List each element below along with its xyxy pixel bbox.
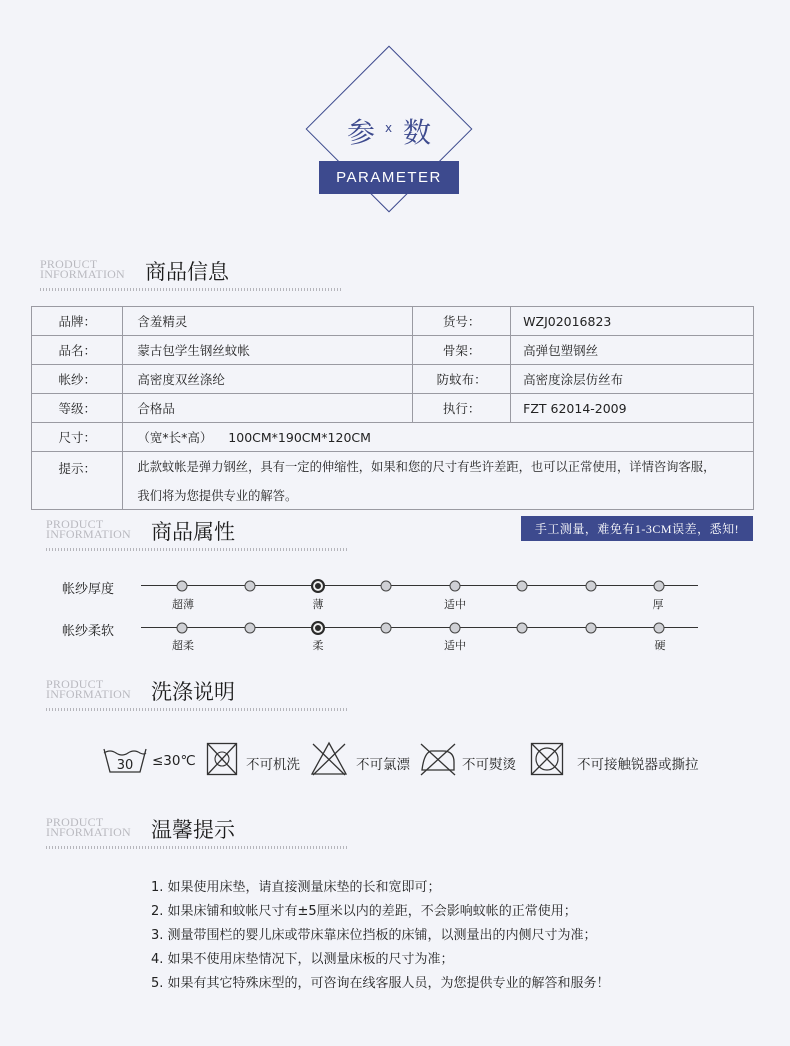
scale-dot: [450, 580, 461, 591]
section-watermark: PRODUCT INFORMATION: [46, 815, 131, 839]
table-key: 品牌：: [32, 307, 123, 336]
wash-no-bleach-label: 不可氯漂: [356, 757, 410, 773]
table-key: 帐纱：: [32, 365, 123, 394]
section-divider: [46, 708, 348, 711]
table-row: [32, 481, 754, 510]
header-char-left: 参: [347, 116, 376, 149]
list-item: 5. 如果有其它特殊床型的，可咨询在线客服人员，为您提供专业的解答和服务！: [151, 976, 610, 991]
table-key: 品名：: [32, 336, 123, 365]
scale-dot: [381, 580, 392, 591]
list-item: 3. 测量带围栏的婴儿床或带床靠床位挡板的床铺，以测量出的内侧尺寸为准；: [151, 928, 597, 943]
no-machine-wash-icon: [206, 742, 238, 776]
measurement-note-badge: 手工测量，难免有1-3CM误差，悉知!: [521, 516, 753, 541]
table-value: 蒙古包学生钢丝蚊帐: [123, 336, 413, 365]
scale-tick-label: 硬: [654, 639, 666, 652]
list-item: 4. 如果不使用床垫情况下，以测量床板的尺寸为准；: [151, 952, 454, 967]
scale-dot: [586, 580, 597, 591]
scale-dot: [450, 622, 461, 633]
scale-dot-selected: [311, 621, 325, 635]
attr-label-softness: 帐纱柔软: [62, 624, 115, 639]
header-separator: x: [385, 121, 393, 135]
table-row: [32, 336, 754, 365]
table-row: [32, 307, 754, 336]
scale-tick-label: 柔: [312, 639, 324, 652]
scale-dot: [245, 622, 256, 633]
scale-dot: [381, 622, 392, 633]
scale-dot: [245, 580, 256, 591]
table-tip-line: 我们将为您提供专业的解答。: [123, 481, 754, 510]
table-row: [32, 394, 754, 423]
attr-label-thickness: 帐纱厚度: [62, 582, 115, 597]
scale-tick-label: 厚: [652, 598, 664, 611]
table-key: 骨架：: [413, 336, 511, 365]
scale-tick-label: 超柔: [172, 639, 194, 652]
scale-tick-label: 超薄: [172, 598, 194, 611]
wash-temp-label: ≤30℃: [152, 753, 196, 769]
section-divider: [40, 288, 342, 291]
list-item: 1. 如果使用床垫，请直接测量床垫的长和宽即可；: [151, 880, 441, 895]
wash-tub-icon: [102, 743, 148, 775]
table-value: FZT 62014-2009: [511, 394, 754, 423]
table-value: 高密度双丝涤纶: [123, 365, 413, 394]
scale-dot: [177, 580, 188, 591]
table-row: [32, 365, 754, 394]
table-key: 货号：: [413, 307, 511, 336]
header-char-right: 数: [403, 116, 432, 149]
no-bleach-icon: [310, 741, 348, 777]
no-sharp-objects-icon: [530, 742, 564, 776]
scale-tick-label: 适中: [444, 598, 466, 611]
section-title-info: 商品信息: [145, 260, 229, 284]
scale-dot: [654, 580, 665, 591]
table-key: 尺寸：: [32, 423, 123, 452]
section-divider: [46, 846, 348, 849]
table-value: 合格品: [123, 394, 413, 423]
table-key: 执行：: [413, 394, 511, 423]
section-title-tips: 温馨提示: [151, 818, 235, 842]
scale-dot: [517, 622, 528, 633]
tips-list: [151, 879, 610, 999]
no-iron-icon: [419, 741, 457, 777]
table-tip-line: 此款蚊帐是弹力钢丝，具有一定的伸缩性，如果和您的尺寸有些许差距，也可以正常使用，详情咨询客服，: [123, 452, 754, 481]
section-divider: [46, 548, 348, 551]
product-info-table: [31, 306, 754, 510]
section-watermark: PRODUCT INFORMATION: [46, 517, 131, 541]
scale-dot: [654, 622, 665, 633]
table-row: [32, 452, 754, 481]
scale-tick-label: 适中: [444, 639, 466, 652]
section-title-attributes: 商品属性: [151, 520, 235, 544]
table-value: 高弹包塑钢丝: [511, 336, 754, 365]
table-value: 含羞精灵: [123, 307, 413, 336]
section-title-wash: 洗涤说明: [151, 680, 235, 704]
scale-track-softness: [141, 627, 698, 628]
table-value: 高密度涂层仿丝布: [511, 365, 754, 394]
scale-dot: [177, 622, 188, 633]
table-key: 防蚊布：: [413, 365, 511, 394]
wash-no-sharp-label: 不可接触锐器或撕拉: [577, 757, 699, 773]
table-key: 等级：: [32, 394, 123, 423]
section-watermark: PRODUCT INFORMATION: [40, 257, 125, 281]
scale-dot-selected: [311, 579, 325, 593]
parameter-banner: PARAMETER: [319, 161, 459, 194]
section-watermark: PRODUCT INFORMATION: [46, 677, 131, 701]
wash-no-iron-label: 不可熨烫: [462, 757, 516, 773]
scale-tick-label: 薄: [312, 598, 324, 611]
wash-temp-number: 30: [116, 758, 134, 773]
wash-no-machine-label: 不可机洗: [246, 757, 300, 773]
scale-track-thickness: [141, 585, 698, 586]
table-row: [32, 423, 754, 452]
scale-dot: [586, 622, 597, 633]
list-item: 2. 如果床铺和蚊帐尺寸有±5厘米以内的差距，不会影响蚊帐的正常使用；: [151, 904, 577, 919]
table-value: WZJ02016823: [511, 307, 754, 336]
table-key: 提示：: [32, 452, 123, 510]
table-value: （宽*长*高） 100CM*190CM*120CM: [123, 423, 754, 452]
scale-dot: [517, 580, 528, 591]
